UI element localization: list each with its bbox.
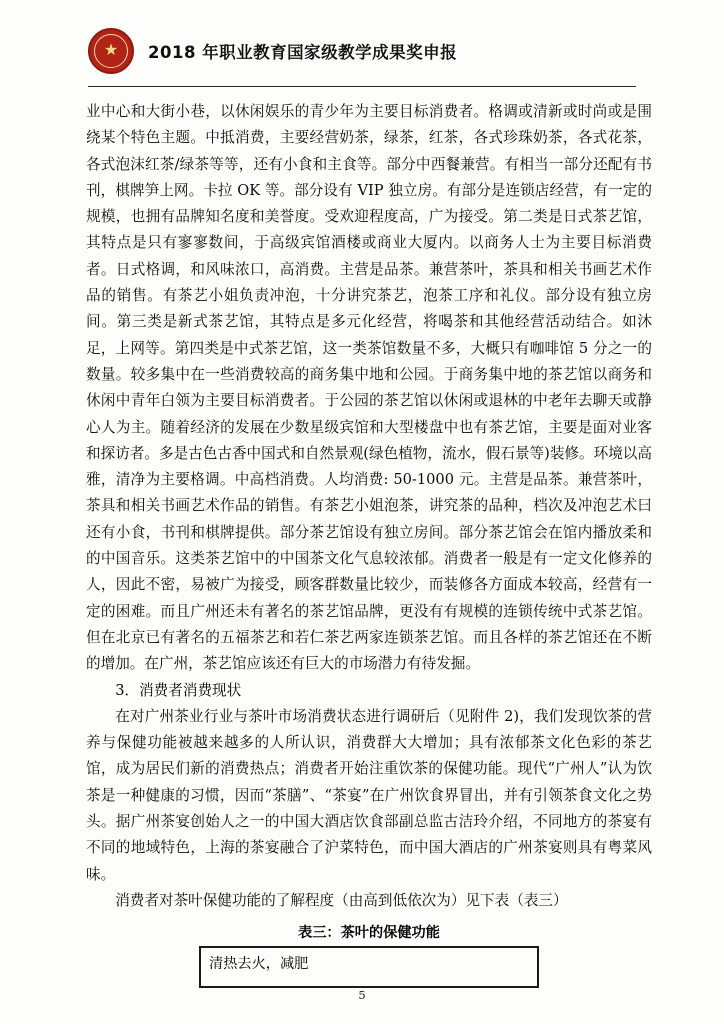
national-emblem-icon: ★ <box>88 28 134 74</box>
document-header <box>0 0 724 82</box>
table-row <box>200 947 538 987</box>
paragraph-3: 消费者对茶叶保健功能的了解程度（由高到低依次为）见下表（表三） <box>115 891 568 909</box>
document-content <box>0 87 724 988</box>
health-function-table <box>199 946 539 988</box>
page-number: 5 <box>358 988 366 1002</box>
section-heading-consumer-status: 3．消费者消费现状 <box>115 681 242 699</box>
table-caption: 表三：茶叶的保健功能 <box>298 925 440 942</box>
paragraph-1: 业中心和大街小巷，以休闲娱乐的青少年为主要目标消费者。格调或清新或时尚或是围绕某个特色主题。中抵消费，主要经营奶茶，绿茶，红茶，各式珍珠奶茶，各式花茶，各式泡沫红茶/绿茶等等，还有小食和主食等。部分中西餐兼营。有相当一部分还配有书刊，棋牌笋上网。卡拉 OK 等。部分设有 VIP 独立房。有部分是连锁店经营，有一定的规模，也拥有品牌知名度和美誉度。受欢迎程度高，广为接受。第二类是日式茶艺馆，其特点是只有寥寥数间，于高级宾馆酒楼或商业大厦内。以商务人士为主要目标消费者。日式格调，和风味浓口，高消费。主营是品茶。兼营茶叶，茶具和相关书画艺术作品的销售。有茶艺小姐负责冲泡，十分讲究茶艺，泡茶工序和礼仪。部分设有独立房间。第三类是新式茶艺馆，其特点是多元化经营，将喝茶和其他经营活动结合。如沐足，上网等。第四类是中式茶艺馆，这一类茶馆数量不多，大概只有咖啡馆 5 分之一的数量。较多集中在一些消费较高的商务集中地和公园。于商务集中地的茶艺馆以商务和休闲中青年白领为主要目标消费者。于公园的茶艺馆以休闲或退林的中老年去聊天或静心人为主。随着经济的发展在少数星级宾馆和大型楼盘中也有茶艺馆，主要是面对业客和探访者。多是古色古香中国式和自然景观(绿色植物，流水，假石景等)装修。环境以高雅，清净为主要格调。中高档消费。人均消费: 50-1000 元。主营是品茶。兼营茶叶，茶具和相关书画艺术作品的销售。有茶艺小姐泡茶，讲究茶的品种，档次及冲泡艺术曰还有小食，书刊和棋牌提供。部分茶艺馆设有独立房间。部分茶艺馆会在馆内播放柔和的中国音乐。这类茶艺馆中的中国茶文化气息较浓郁。消费者一般是有一定文化修养的人，因此不密，易被广为接受，顾客群数量比较少，而装修各方面成本较高，经营有一定的困难。而且广州还未有著名的茶艺馆品牌，更没有有规模的连锁传统中式茶艺馆。但在北京已有著名的五福茶艺和若仁茶艺两家连锁茶艺馆。而且各样的茶艺馆还在不断的增加。在广州，茶艺馆应该还有巨大的市场潜力有待发掘。 <box>86 103 652 673</box>
paragraph-2: 在对广州茶业行业与茶叶市场消费状态进行调研后（见附件 2)，我们发现饮茶的营养与保健功能被越来越多的人所认识，消费群大大增加；具有浓郁茶文化色彩的茶艺馆，成为居民们新的消费热点；消费者开始注重饮茶的保健功能。现代“广州人”认为饮茶是一种健康的习惯，因而“茶膳”、“茶宴”在广州饮食界冒出，并有引领茶食文化之势头。据广州茶宴创始人之一的中国大酒店饮食部副总监古洁玲介绍，不同地方的茶宴有不同的地域特色，上海的茶宴融合了沪菜特色，而中国大酒店的广州茶宴则具有粤菜风味。 <box>86 707 652 883</box>
table-cell: 清热去火，减肥 <box>200 947 538 987</box>
header-title: 2018 年职业教育国家级教学成果奖申报 <box>148 43 458 62</box>
